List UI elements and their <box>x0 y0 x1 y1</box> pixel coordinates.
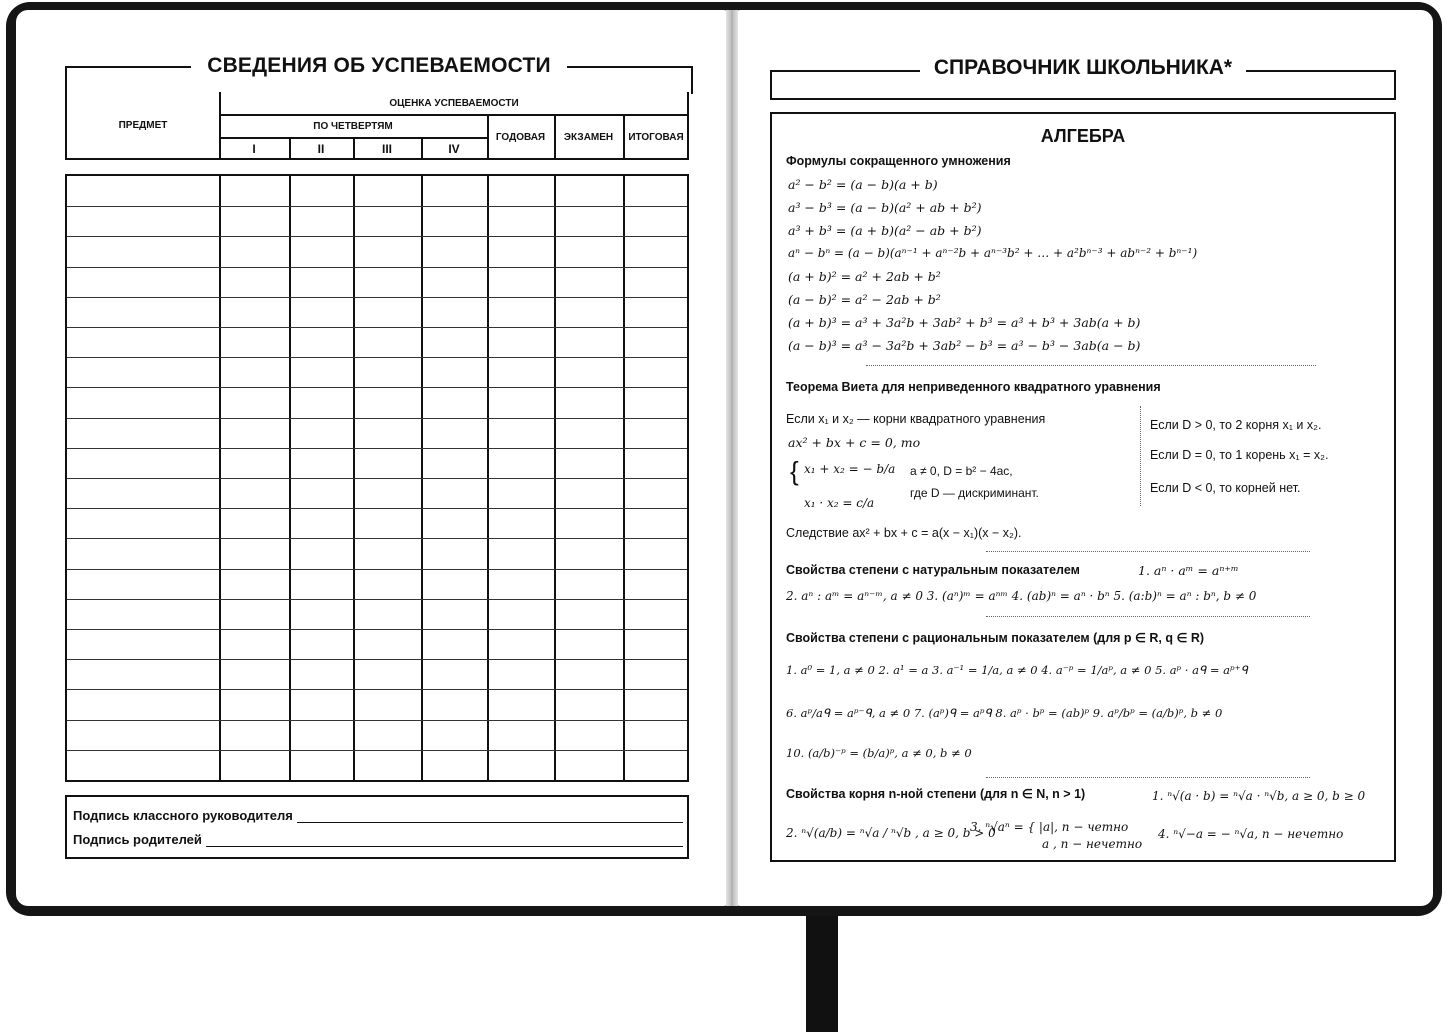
reference-title: СПРАВОЧНИК ШКОЛЬНИКА* <box>920 56 1246 79</box>
vieta-intro-2: ax² + bx + c = 0, то <box>788 435 921 450</box>
parent-signature-label: Подпись родителей <box>73 832 202 847</box>
root-property-3-even: 3. ⁿ√aⁿ = { |a|, n − четно <box>970 820 1129 834</box>
grid-row-line <box>67 327 687 328</box>
formula-4: aⁿ − bⁿ = (a − b)(aⁿ⁻¹ + aⁿ⁻²b + aⁿ⁻³b² + … + a²bⁿ⁻³ + abⁿ⁻² + bⁿ⁻¹) <box>788 246 1198 260</box>
grades-grid[interactable] <box>65 174 689 782</box>
header-final: ИТОГОВАЯ <box>628 131 684 143</box>
header-quarters: ПО ЧЕТВЕРТЯМ <box>313 120 393 132</box>
grid-row-line <box>67 508 687 509</box>
formula-5: (a + b)² = a² + 2ab + b² <box>788 269 941 284</box>
divider <box>986 551 1310 552</box>
divider <box>866 365 1316 366</box>
vieta-sum: x₁ + x₂ = − b/a <box>804 462 896 476</box>
formula-6: (a − b)² = a² − 2ab + b² <box>788 292 941 307</box>
teacher-signature-label: Подпись классного руководителя <box>73 808 293 823</box>
rational-powers-line-1: 1. a⁰ = 1, a ≠ 0 2. a¹ = a 3. a⁻¹ = 1/a, a ≠ 0 4. a⁻ᵖ = 1/aᵖ, a ≠ 0 5. aᵖ · aᑫ = aᵖ⁺ᑫ <box>786 663 1248 677</box>
header-quarter-2: II <box>317 142 325 156</box>
vieta-heading: Теорема Виета для неприведенного квадратного уравнения <box>786 380 1161 394</box>
algebra-title: АЛГЕБРА <box>1040 126 1126 146</box>
grid-row-line <box>67 206 687 207</box>
grid-row-line <box>67 387 687 388</box>
grid-row-line <box>67 720 687 721</box>
grid-row-line <box>67 448 687 449</box>
vieta-case-1: Если D > 0, то 2 корня x₁ и x₂. <box>1150 418 1322 432</box>
formula-8: (a − b)³ = a³ − 3a²b + 3ab² − b³ = a³ − b³ − 3ab(a − b) <box>788 338 1141 353</box>
grid-row-line <box>67 569 687 570</box>
algebra-box <box>770 112 1396 862</box>
natural-power-line: 2. aⁿ : aᵐ = aⁿ⁻ᵐ, a ≠ 0 3. (aⁿ)ᵐ = aⁿᵐ 4. (ab)ⁿ = aⁿ · bⁿ 5. (a:b)ⁿ = aⁿ : bⁿ, b ≠ 0 <box>786 589 1257 603</box>
grid-row-line <box>67 267 687 268</box>
divider <box>986 777 1310 778</box>
root-property-2: 2. ⁿ√(a/b) = ⁿ√a / ⁿ√b , a ≥ 0, b > 0 <box>786 826 996 840</box>
grid-row-line <box>67 629 687 630</box>
vieta-case-3: Если D < 0, то корней нет. <box>1150 481 1301 495</box>
header-subject: ПРЕДМЕТ <box>118 119 168 131</box>
mult-heading: Формулы сокращенного умножения <box>786 154 1011 168</box>
grid-row-line <box>67 538 687 539</box>
grid-row-line <box>67 689 687 690</box>
natural-powers-heading: Свойства степени с натуральным показателем <box>786 563 1080 577</box>
grid-row-line <box>67 357 687 358</box>
vieta-corollary: Следствие ax² + bx + c = a(x − x₁)(x − x₂). <box>786 526 1022 540</box>
header-grade-group: ОЦЕНКА УСПЕВАЕМОСТИ <box>389 97 519 109</box>
divider <box>986 616 1310 617</box>
grid-row-line <box>67 236 687 237</box>
vieta-product: x₁ · x₂ = c/a <box>804 496 875 510</box>
vieta-condition-1: a ≠ 0, D = b² − 4ac, <box>910 464 1013 478</box>
grid-row-line <box>67 599 687 600</box>
vieta-case-2: Если D = 0, то 1 корень x₁ = x₂. <box>1150 448 1329 462</box>
grades-table-header <box>65 92 689 160</box>
grid-row-line <box>67 418 687 419</box>
grades-title-bar <box>65 54 693 94</box>
teacher-signature-line[interactable] <box>73 808 683 823</box>
system-brace-icon: { <box>790 456 799 486</box>
formula-3: a³ + b³ = (a + b)(a² − ab + b²) <box>788 223 982 238</box>
grid-row-line <box>67 659 687 660</box>
header-annual: ГОДОВАЯ <box>495 131 546 143</box>
root-property-1: 1. ⁿ√(a · b) = ⁿ√a · ⁿ√b, a ≥ 0, b ≥ 0 <box>1152 789 1366 803</box>
header-quarter-4: IV <box>448 142 460 156</box>
rational-powers-line-2: 6. aᵖ/aᑫ = aᵖ⁻ᑫ, a ≠ 0 7. (aᵖ)ᑫ = aᵖᑫ 8. aᵖ · bᵖ = (ab)ᵖ 9. aᵖ/bᵖ = (a/b)ᵖ, b ≠ 0 <box>786 706 1223 720</box>
root-property-4: 4. ⁿ√−a = − ⁿ√a, n − нечетно <box>1158 827 1344 841</box>
header-quarter-3: III <box>381 142 392 156</box>
root-property-3-odd: a , n − нечетно <box>1042 837 1143 851</box>
vieta-condition-2: где D — дискриминант. <box>910 486 1039 500</box>
header-exam: ЭКЗАМЕН <box>563 131 614 143</box>
signature-box <box>65 795 689 859</box>
natural-power-1: 1. aⁿ · aᵐ = aⁿ⁺ᵐ <box>1138 563 1239 578</box>
grades-title: СВЕДЕНИЯ ОБ УСПЕВАЕМОСТИ <box>191 54 567 77</box>
formula-7: (a + b)³ = a³ + 3a²b + 3ab² + b³ = a³ + b³ + 3ab(a + b) <box>788 315 1141 330</box>
bookmark-ribbon[interactable] <box>806 916 838 1032</box>
rational-powers-heading: Свойства степени с рациональным показателем (для p ∈ R, q ∈ R) <box>786 631 1205 645</box>
formula-1: a² − b² = (a − b)(a + b) <box>788 177 938 192</box>
grid-row-line <box>67 750 687 751</box>
vieta-intro-1: Если x₁ и x₂ — корни квадратного уравнения <box>786 412 1046 426</box>
grid-row-line <box>67 297 687 298</box>
reference-title-bar <box>770 56 1396 100</box>
binding-gutter <box>726 10 738 906</box>
grid-row-line <box>67 478 687 479</box>
formula-2: a³ − b³ = (a − b)(a² + ab + b²) <box>788 200 982 215</box>
parent-signature-line[interactable] <box>73 832 683 847</box>
roots-heading: Свойства корня n-ной степени (для n ∈ N, n > 1) <box>786 787 1086 801</box>
header-quarter-1: I <box>252 142 256 156</box>
divider <box>1140 406 1141 506</box>
rational-powers-line-3: 10. (a/b)⁻ᵖ = (b/a)ᵖ, a ≠ 0, b ≠ 0 <box>786 746 972 760</box>
